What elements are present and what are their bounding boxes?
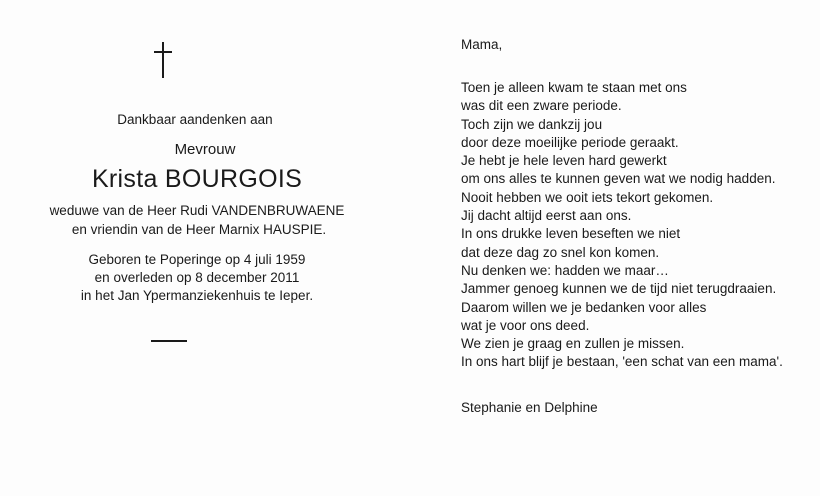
death-line: en overleden op 8 december 2011 [94,270,300,285]
friend-of-line: en vriendin van de Heer Marnix HAUSPIE. [71,222,327,237]
poem-line: was dit een zware periode. [461,98,622,114]
poem-greeting: Mama, [461,37,503,52]
signature: Stephanie en Delphine [461,400,598,415]
divider [151,340,187,342]
poem-line: In ons hart blijf je bestaan, 'een schat van een mama'. [461,354,783,370]
poem [461,79,783,372]
honorific: Mevrouw [174,141,236,158]
poem-line: Jij dacht altijd eerst aan ons. [461,208,632,224]
poem-line: Daarom willen we je bedanken voor alles [461,299,707,315]
poem-line: wat je voor ons deed. [461,317,590,333]
widow-of-line: weduwe van de Heer Rudi VANDENBRUWAENE [49,203,345,218]
poem-line: dat deze dag zo snel kon komen. [461,244,660,260]
poem-line: door deze moeilijke periode geraakt. [461,134,679,150]
right-panel [461,0,811,496]
remembrance-heading: Dankbaar aandenken aan [117,112,273,127]
poem-line: Toen je alleen kwam te staan met ons [461,80,687,95]
birth-line: Geboren te Poperinge op 4 juli 1959 [88,252,306,267]
poem-line: We zien je graag en zullen je missen. [461,336,685,352]
poem-line: In ons drukke leven beseften we niet [461,226,681,242]
place-of-death-line: in het Jan Ypermanziekenhuis te Ieper. [80,288,314,303]
left-panel [40,0,370,496]
poem-line: Toch zijn we dankzij jou [461,116,603,132]
deceased-name: Krista BOURGOIS [91,165,303,193]
cross-icon [152,42,174,78]
poem-line: om ons alles te kunnen geven wat we nodig hadden. [461,171,776,187]
poem-line: Jammer genoeg kunnen we de tijd niet terugdraaien. [461,281,777,297]
poem-line: Nu denken we: hadden we maar… [461,262,669,278]
poem-line: Nooit hebben we ooit iets tekort gekomen. [461,189,714,205]
poem-line: Je hebt je hele leven hard gewerkt [461,153,667,169]
